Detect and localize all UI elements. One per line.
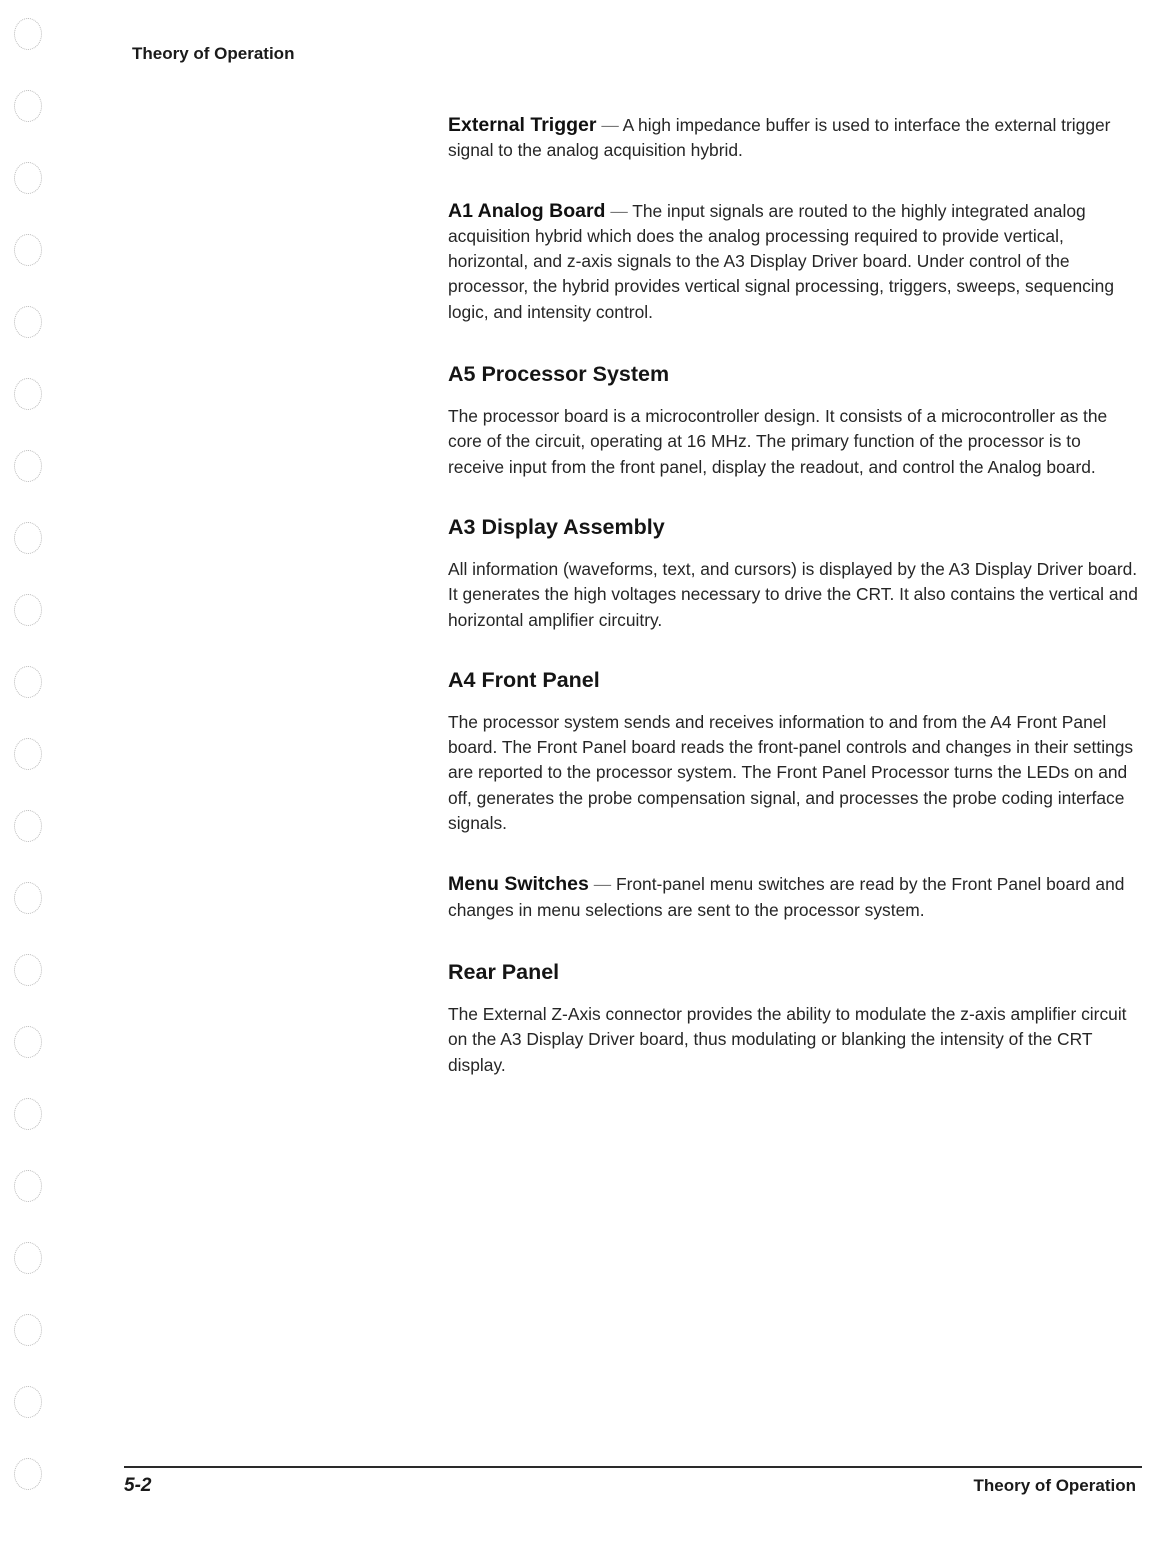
binding-hole [14, 1386, 42, 1418]
binding-hole [14, 594, 42, 626]
external-trigger-text: A high impedance buffer is used to interface the external trigger signal to the analog acquisition hybrid. [448, 115, 1111, 161]
menu-switches-paragraph [448, 872, 1138, 923]
em-dash: — [601, 115, 619, 135]
binding-hole [14, 90, 42, 122]
menu-switches-title: Menu Switches [448, 873, 589, 896]
rear-panel-heading: Rear Panel [448, 959, 560, 984]
footer-section-title: Theory of Operation [973, 1476, 1136, 1495]
binding-hole [14, 378, 42, 410]
a3-display-assembly-heading: A3 Display Assembly [448, 514, 665, 539]
em-dash: — [610, 200, 628, 221]
a1-analog-board-paragraph [448, 199, 1138, 325]
a5-processor-system-heading: A5 Processor System [448, 362, 670, 387]
binding-hole [14, 234, 42, 266]
binding-hole [14, 450, 42, 482]
em-dash: — [593, 874, 612, 895]
a5-processor-system-text: The processor board is a microcontroller design. It consists of a microcontroller as the core of the circuit, operating at 16 MHz. The primary function of the processor is to receive input from the front panel, display the readout, and control the Analog board. [448, 406, 1108, 477]
running-header: Theory of Operation [132, 44, 295, 63]
a4-front-panel-text: The processor system sends and receives information to and from the A4 Front Panel board. The Front Panel board reads the front-panel controls and changes in their settings are reported to the processor system. The Front Panel Processor turns the LEDs on and off, generates the probe compensation signal, and processes the probe coding interface signals. [448, 711, 1134, 834]
binding-hole [14, 1314, 42, 1346]
main-content [448, 113, 1138, 1078]
binding-hole [14, 666, 42, 698]
binding-hole [14, 1170, 42, 1202]
a1-analog-board-title: A1 Analog Board [448, 199, 606, 222]
external-trigger-paragraph [448, 113, 1138, 164]
external-trigger-title: External Trigger [448, 114, 597, 136]
binding-hole [14, 522, 42, 554]
a4-front-panel-heading: A4 Front Panel [448, 667, 600, 692]
a1-analog-board-text: The input signals are routed to the highly integrated analog acquisition hybrid which does the analog processing required to provide vertical, horizontal, and z-axis signals to the A3 Display Driver board. Under control of the processor, the hybrid provides vertical signal processing, triggers, sweeps, sequencing logic, and intensity control. [448, 200, 1115, 322]
binding-hole [14, 306, 42, 338]
binding-hole [14, 954, 42, 986]
footer-rule [124, 1466, 1142, 1468]
binding-hole [14, 1098, 42, 1130]
page-number: 5-2 [124, 1475, 152, 1496]
a3-display-assembly-text: All information (waveforms, text, and cursors) is displayed by the A3 Display Driver board. It generates the high voltages necessary to drive the CRT. It also contains the vertical and horizontal amplifier circuitry. [448, 558, 1138, 630]
binding-hole [14, 810, 42, 842]
binding-hole [14, 162, 42, 194]
binding-hole [14, 18, 42, 50]
binding-hole [14, 1026, 42, 1058]
binding-hole [14, 1242, 42, 1274]
rear-panel-text: The External Z-Axis connector provides the ability to modulate the z-axis amplifier circuit on the A3 Display Driver board, thus modulating or blanking the intensity of the CRT display. [448, 1003, 1127, 1075]
binding-hole [14, 1458, 42, 1490]
binding-hole [14, 738, 42, 770]
binding-hole [14, 882, 42, 914]
menu-switches-text: Front-panel menu switches are read by the Front Panel board and changes in menu selections are sent to the processor system. [448, 874, 1125, 920]
binding-holes [14, 18, 46, 1518]
